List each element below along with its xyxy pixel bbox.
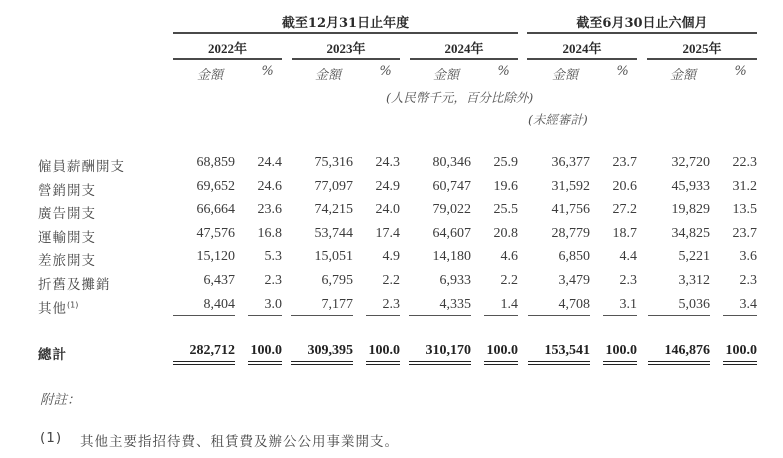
percent-cell: 4.9 [382,249,400,265]
row-label-text: 折舊及攤銷 [38,277,111,293]
row-label [38,273,111,293]
amount-cell: 68,859 [196,155,235,170]
year-header-2024-h1: 2024年 [562,41,602,56]
amount-cell: 64,607 [432,225,471,241]
footnote-ref: (1) [67,300,79,310]
amount-cell: 19,829 [671,202,710,218]
amount-header: 金額 [551,68,578,83]
percent-cell: 22.3 [732,155,757,170]
amount-cell: 41,756 [551,202,590,218]
row-label [38,179,96,199]
amount-cell: 69,652 [196,178,235,194]
row-label [38,249,96,269]
year-header-2022: 2022年 [207,41,247,56]
amount-cell: 6,850 [558,249,590,265]
percent-cell: 20.8 [493,225,518,241]
percent-cell: 31.2 [732,178,757,194]
percent-cell: 2.3 [619,273,637,288]
row-label [38,226,96,246]
amount-cell: 32,720 [671,155,710,170]
percent-cell: 19.6 [493,178,518,194]
amount-cell: 5,221 [678,249,710,265]
total-percent-cell: 100.0 [484,343,518,365]
percent-cell: 2.2 [382,273,400,288]
year-header-2024: 2024年 [444,41,484,56]
percent-cell: 2.3 [264,273,282,288]
unaudited-note: (未經審計) [528,112,588,127]
amount-cell: 7,177 [291,297,353,316]
year-header-2023: 2023年 [326,41,366,56]
year-rule-2025-h1 [647,58,757,60]
percent-cell: 4.4 [619,249,637,265]
percent-header: % [497,64,510,79]
percent-cell: 20.6 [612,178,637,194]
percent-cell: 24.9 [375,178,400,194]
percent-cell: 24.3 [375,155,400,170]
amount-cell: 47,576 [196,225,235,241]
row-label [38,155,125,175]
percent-header: % [616,64,629,79]
percent-cell: 3.6 [739,249,757,265]
amount-cell: 15,051 [314,249,353,265]
percent-cell: 23.6 [257,202,282,218]
percent-cell: 3.0 [248,297,282,316]
amount-cell: 8,404 [173,297,235,316]
percent-cell: 16.8 [257,225,282,241]
percent-cell: 23.7 [612,155,637,170]
amount-cell: 3,312 [678,273,710,288]
row-label-text: 運輸開支 [38,229,96,246]
year-rule-2023 [292,58,400,60]
footnote-marker: (1) [40,430,63,446]
percent-header: % [261,64,274,79]
amount-cell: 28,779 [551,225,590,241]
total-percent-cell: 100.0 [603,343,637,365]
total-amount-cell: 146,876 [648,343,710,365]
percent-cell: 5.3 [264,249,282,265]
percent-cell: 18.7 [612,225,637,241]
amount-cell: 4,708 [528,297,590,316]
amount-cell: 31,592 [551,178,590,194]
amount-cell: 45,933 [671,178,710,194]
percent-header: % [734,64,747,79]
total-label: 總計 [38,347,67,363]
percent-header: % [379,64,392,79]
amount-cell: 4,335 [409,297,471,316]
amount-cell: 66,664 [196,202,235,218]
percent-cell: 24.0 [375,202,400,218]
percent-cell: 17.4 [375,225,400,241]
amount-header: 金額 [314,68,341,83]
percent-cell: 24.6 [257,178,282,194]
row-label-text: 差旅開支 [38,253,96,270]
amount-cell: 75,316 [314,155,353,170]
group-header-fiscal-year: 截至12月31日止年度 [281,16,410,31]
amount-cell: 36,377 [551,155,590,170]
row-label-text: 營銷開支 [38,182,96,199]
amount-cell: 15,120 [196,249,235,265]
percent-cell: 2.3 [739,273,757,288]
row-label [38,202,96,222]
amount-cell: 34,825 [671,225,710,241]
percent-cell: 1.4 [484,297,518,316]
total-amount-cell: 282,712 [173,343,235,365]
row-label-text: 僱員薪酬開支 [38,159,125,175]
total-amount-cell: 310,170 [409,343,471,365]
group-rule-fiscal-year [173,32,518,34]
total-percent-cell: 100.0 [366,343,400,365]
amount-cell: 60,747 [432,178,471,194]
amount-cell: 80,346 [432,155,471,170]
year-rule-2022 [173,58,282,60]
year-header-2025-h1: 2025年 [682,41,722,56]
percent-cell: 25.9 [493,155,518,170]
row-label-text: 其他 [38,300,67,317]
amount-cell: 77,097 [314,178,353,194]
amount-header: 金額 [432,68,459,83]
amount-cell: 6,795 [321,273,353,288]
percent-cell: 2.3 [366,297,400,316]
group-header-six-months: 截至6月30日止六個月 [576,16,708,31]
group-rule-six-months [527,32,757,34]
percent-cell: 27.2 [612,202,637,218]
percent-cell: 3.4 [723,297,757,316]
row-label-text: 廣告開支 [38,206,96,223]
amount-cell: 6,437 [203,273,235,288]
percent-cell: 4.6 [500,249,518,265]
amount-cell: 5,036 [648,297,710,316]
percent-cell: 24.4 [257,155,282,170]
percent-cell: 13.5 [732,202,757,218]
total-amount-cell: 309,395 [291,343,353,365]
amount-cell: 14,180 [432,249,471,265]
year-rule-2024-h1 [527,58,637,60]
amount-cell: 6,933 [439,273,471,288]
amount-cell: 79,022 [432,202,471,218]
unit-note: (人民幣千元，百分比除外) [386,90,534,105]
percent-cell: 25.5 [493,202,518,218]
amount-cell: 74,215 [314,202,353,218]
notes-title: 附註： [40,392,81,408]
total-percent-cell: 100.0 [248,343,282,365]
amount-header: 金額 [196,68,223,83]
total-percent-cell: 100.0 [723,343,757,365]
total-amount-cell: 153,541 [528,343,590,365]
year-rule-2024 [410,58,518,60]
amount-cell: 53,744 [314,225,353,241]
percent-cell: 23.7 [732,225,757,241]
row-label [38,297,78,317]
percent-cell: 3.1 [603,297,637,316]
amount-cell: 3,479 [558,273,590,288]
percent-cell: 2.2 [500,273,518,288]
footnote-text: 其他主要指招待費、租賃費及辦公公用事業開支。 [80,434,399,450]
amount-header: 金額 [669,68,696,83]
